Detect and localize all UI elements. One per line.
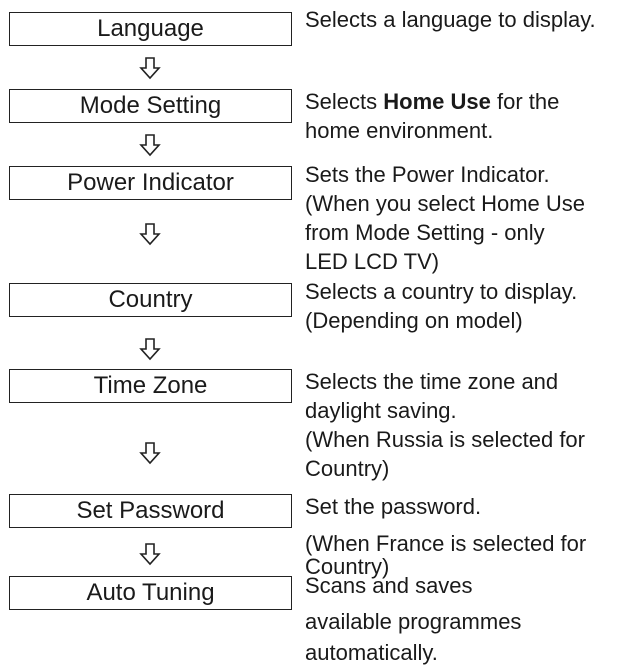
desc-line: (When France is selected for xyxy=(305,531,587,556)
step-box-power-indicator xyxy=(9,166,292,200)
desc-line: Set the password. xyxy=(305,494,482,519)
desc-line: available programmes xyxy=(305,609,522,634)
step-label-mode-setting: Mode Setting xyxy=(79,92,222,119)
step-label-language: Language xyxy=(97,15,204,42)
step-desc-power-indicator xyxy=(305,160,621,276)
step-label-power-indicator: Power Indicator xyxy=(67,169,234,196)
desc-line xyxy=(305,87,621,116)
desc-line: from Mode Setting - only xyxy=(305,220,545,245)
step-box-time-zone xyxy=(9,369,292,403)
desc-line: home environment. xyxy=(305,118,494,143)
step-box-country xyxy=(9,283,292,317)
desc-line: Country) xyxy=(305,456,390,481)
down-arrow-icon xyxy=(139,542,161,566)
desc-line: Selects a language to display. xyxy=(305,7,596,32)
step-desc-time-zone xyxy=(305,367,621,483)
desc-line: (When Russia is selected for xyxy=(305,427,585,452)
step-desc-auto-tuning xyxy=(305,574,621,667)
desc-line: LED LCD TV) xyxy=(305,249,440,274)
desc-line: daylight saving. xyxy=(305,398,457,423)
desc-line: Sets the Power Indicator. xyxy=(305,162,550,187)
desc-line: Selects a country to display. xyxy=(305,279,578,304)
step-label-time-zone: Time Zone xyxy=(93,372,208,399)
desc-bold-text: Home Use xyxy=(383,89,491,114)
step-box-mode-setting xyxy=(9,89,292,123)
step-box-auto-tuning xyxy=(9,576,292,610)
desc-line: Country) xyxy=(305,554,390,579)
desc-line: (When you select Home Use xyxy=(305,191,585,216)
desc-line: (Depending on model) xyxy=(305,308,523,333)
step-desc-set-password xyxy=(305,492,621,581)
step-label-auto-tuning: Auto Tuning xyxy=(86,579,215,606)
step-desc-mode-setting xyxy=(305,87,621,145)
desc-text: for the xyxy=(490,89,560,114)
step-desc-country xyxy=(305,277,621,335)
down-arrow-icon xyxy=(139,337,161,361)
desc-line: Selects the time zone and xyxy=(305,369,559,394)
step-label-country: Country xyxy=(108,286,193,313)
step-box-set-password xyxy=(9,494,292,528)
down-arrow-icon xyxy=(139,133,161,157)
down-arrow-icon xyxy=(139,56,161,80)
desc-line: Scans and saves xyxy=(305,573,473,598)
step-label-set-password: Set Password xyxy=(76,497,225,524)
desc-text: Selects xyxy=(305,89,384,114)
step-desc-language xyxy=(305,5,621,34)
step-box-language xyxy=(9,12,292,46)
desc-line: automatically. xyxy=(305,640,438,665)
down-arrow-icon xyxy=(139,441,161,465)
down-arrow-icon xyxy=(139,222,161,246)
